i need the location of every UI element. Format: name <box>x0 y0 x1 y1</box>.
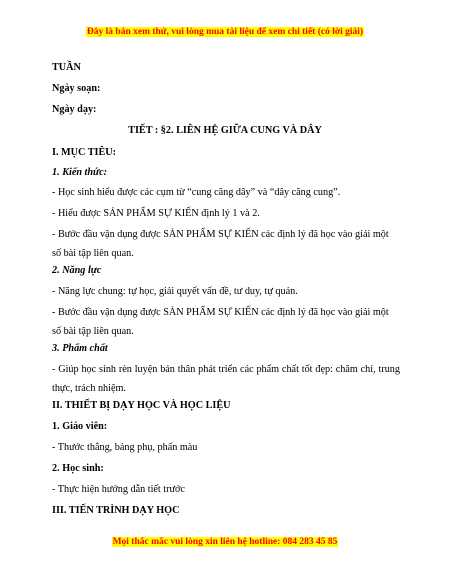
hotline-text: Mọi thắc mắc vui lòng xin liên hệ hotline: 084 283 45 85 <box>112 537 338 547</box>
competence-item-2: - Bước đầu vận dụng được SẢN PHẨM SỰ KIẾN các định lý đã học vào giải một số bài tập liên quan. <box>52 307 389 337</box>
quality-heading: 3. Phẩm chất <box>52 343 108 354</box>
objectives-heading: I. MỤC TIÊU: <box>52 147 117 158</box>
competence-item-1: - Năng lực chung: tự học, giải quyết vấn đề, tư duy, tự quản. <box>52 286 298 297</box>
student-item: - Thực hiện hướng dẫn tiết trước <box>52 484 185 495</box>
teach-date-label: Ngày dạy: <box>52 104 97 115</box>
quality-item-1: - Giúp học sinh rèn luyện bản thân phát triển các phẩm chất tốt đẹp: chăm chỉ, trung thực, trách nhiệm. <box>52 364 400 394</box>
preview-notice-banner <box>0 27 450 37</box>
teacher-heading: 1. Giáo viên: <box>52 421 108 432</box>
knowledge-item-3: - Bước đầu vận dụng được SẢN PHẨM SỰ KIẾN các định lý đã học vào giải một số bài tập liên quan. <box>52 229 389 259</box>
knowledge-heading: 1. Kiến thức: <box>52 167 108 178</box>
preview-notice-text: Đây là bản xem thử, vui lòng mua tài liệu để xem chi tiết (có lời giải) <box>86 27 364 37</box>
lesson-title: TIẾT : §2. LIÊN HỆ GIỮA CUNG VÀ DÂY <box>128 125 322 136</box>
equipment-heading: II. THIẾT BỊ DẠY HỌC VÀ HỌC LIỆU <box>52 400 231 411</box>
hotline-banner <box>0 537 450 547</box>
competence-heading: 2. Năng lực <box>52 265 102 276</box>
student-heading: 2. Học sinh: <box>52 463 104 474</box>
prep-date-label: Ngày soạn: <box>52 83 101 94</box>
teacher-item: - Thước thẳng, bảng phụ, phấn màu <box>52 442 198 453</box>
procedure-heading: III. TIẾN TRÌNH DẠY HỌC <box>52 505 180 516</box>
knowledge-item-1: - Học sinh hiểu được các cụm từ “cung căng dây” và “dây căng cung”. <box>52 187 341 198</box>
week-label: TUẦN <box>52 62 81 73</box>
knowledge-item-2: - Hiểu được SẢN PHẨM SỰ KIẾN định lý 1 và 2. <box>52 208 260 219</box>
